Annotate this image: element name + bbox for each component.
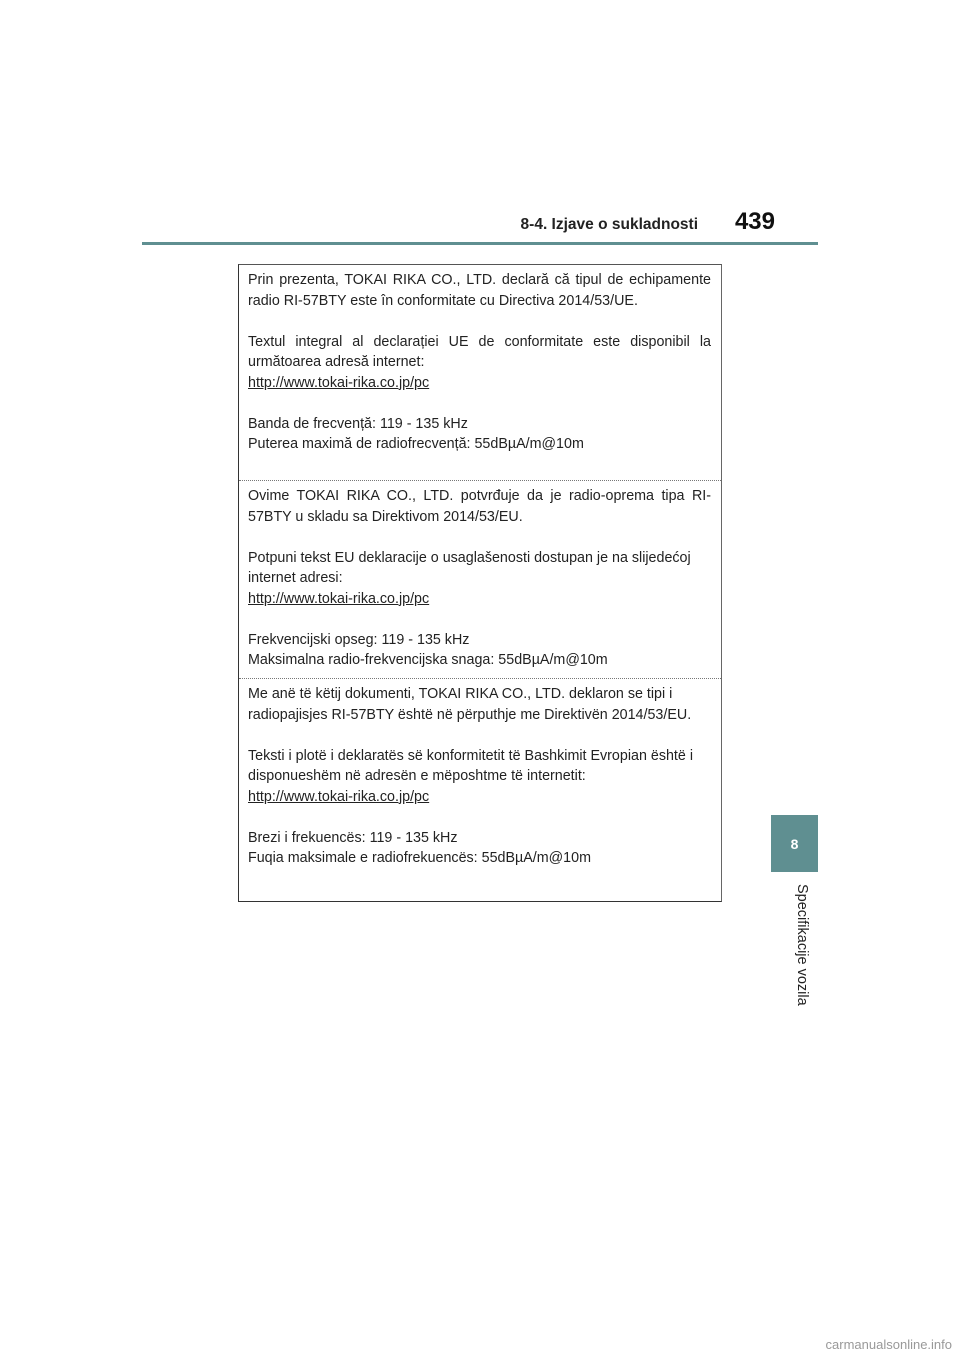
chapter-tab[interactable] (771, 815, 818, 872)
radio-specs (248, 630, 711, 671)
declaration-statement: Prin prezenta, TOKAI RIKA CO., LTD. declară că tipul de echipamente radio RI-57BTY este în conformitate cu Directiva 2014/53/UE. (248, 272, 711, 309)
page-number: 439 (734, 208, 775, 235)
chapter-title: Specifikacije vozila (794, 884, 810, 1006)
chapter-number: 8 (790, 835, 799, 852)
radio-specs (248, 414, 711, 455)
frequency-band: Banda de frecvență: 119 - 135 kHz (248, 415, 468, 432)
declaration-url-link[interactable]: http://www.tokai-rika.co.jp/pc (248, 590, 430, 607)
frequency-band: Frekvencijski opseg: 119 - 135 kHz (248, 631, 470, 648)
section-divider (239, 678, 721, 679)
declaration-albanian (239, 684, 721, 869)
section-title: 8-4. Izjave o sukladnosti (520, 216, 698, 233)
declaration-bosnian (239, 486, 721, 671)
declaration-box (238, 264, 722, 902)
watermark: carmanualsonline.info (825, 1337, 952, 1352)
availability-text: Textul integral al declarației UE de conformitate este disponibil la următoarea adresă internet: (248, 333, 711, 370)
declaration-url-link[interactable]: http://www.tokai-rika.co.jp/pc (248, 788, 430, 805)
declaration-romanian (239, 270, 721, 455)
radio-specs (248, 828, 711, 869)
declaration-url-link[interactable]: http://www.tokai-rika.co.jp/pc (248, 374, 430, 391)
section-divider (239, 480, 721, 481)
availability-text: Potpuni tekst EU deklaracije o usaglašenosti dostupan je na slijedećoj internet adresi: (248, 549, 691, 586)
availability-text: Teksti i plotë i deklaratës së konformitetit të Bashkimit Evropian është i disponueshëm në adresën e mëposhtme të internetit: (248, 747, 693, 784)
declaration-statement: Ovime TOKAI RIKA CO., LTD. potvrđuje da je radio-oprema tipa RI-57BTY u skladu sa Direktivom 2014/53/EU. (248, 488, 711, 525)
max-power: Puterea maximă de radiofrecvență: 55dBµA/m@10m (248, 436, 584, 452)
frequency-band: Brezi i frekuencës: 119 - 135 kHz (248, 829, 458, 846)
max-power: Maksimalna radio-frekvencijska snaga: 55dBµA/m@10m (248, 652, 608, 668)
declaration-text-availability (248, 746, 711, 808)
declaration-text-availability (248, 548, 711, 610)
max-power: Fuqia maksimale e radiofrekuencës: 55dBµA/m@10m (248, 850, 591, 866)
header-rule (142, 242, 818, 245)
declaration-statement: Me anë të këtij dokumenti, TOKAI RIKA CO., LTD. deklaron se tipi i radiopajisjes RI-57BTY është në përputhje me Direktivën 2014/53/EU. (248, 686, 692, 723)
declaration-text-availability (248, 332, 711, 394)
